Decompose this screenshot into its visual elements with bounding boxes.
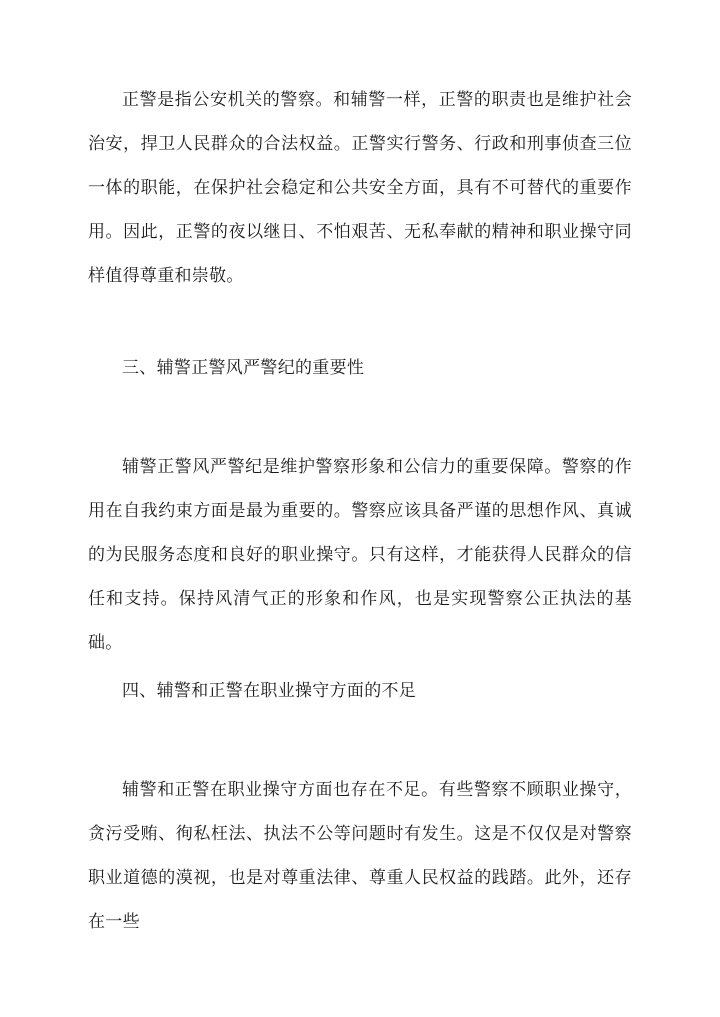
- paragraph-officer-duties: 正警是指公安机关的警察。和辅警一样，正警的职责也是维护社会治安，捍卫人民群众的合法权益。正警实行警务、行政和刑事侦查三位一体的职能，在保护社会稳定和公共安全方面，具有不可替代的重要作用。因此，正警的夜以继日、不怕艰苦、无私奉献的精神和职业操守同样值得尊重和崇敬。: [88, 90, 632, 286]
- section-heading-importance: 三、辅警正警风严警纪的重要性: [122, 358, 365, 378]
- paragraph-discipline-importance: 辅警正警风严警纪是维护警察形象和公信力的重要保障。警察的作用在自我约束方面是最为重要的。警察应该具备严谨的思想作风、真诚的为民服务态度和良好的职业操守。只有这样，才能获得人民群众的信任和支持。保持风清气正的形象和作风，也是实现警察公正执法的基础。: [88, 457, 632, 653]
- section-heading-shortcomings: 四、辅警和正警在职业操守方面的不足: [122, 681, 417, 701]
- paragraph-shortcomings: 辅警和正警在职业操守方面也存在不足。有些警察不顾职业操守，贪污受贿、徇私枉法、执法不公等问题时有发生。这是不仅仅是对警察职业道德的漠视，也是对尊重法律、尊重人民权益的践踏。此外，还存在一些: [88, 780, 632, 932]
